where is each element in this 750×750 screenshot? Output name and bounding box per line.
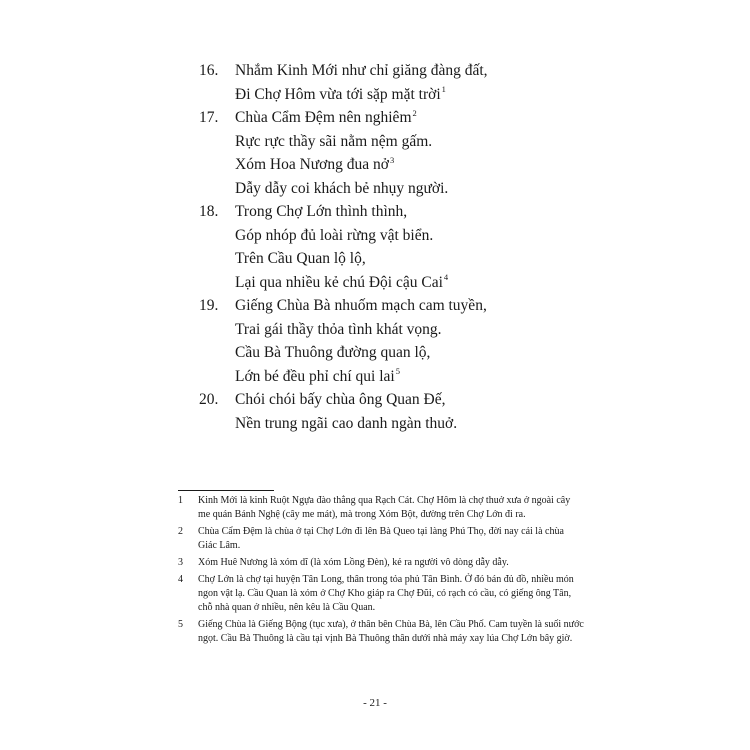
verse-line: Lớn bé đều phỉ chí qui lai$^5$ [235, 366, 400, 385]
stanza-number: 18. [199, 203, 219, 220]
footnote-1 [178, 494, 584, 522]
footnote-number: 3 [178, 557, 183, 568]
footnote-number: 4 [178, 574, 183, 585]
stanza-17 [199, 106, 559, 200]
stanza-number: 17. [199, 109, 219, 126]
footnote-reference: 5 [395, 366, 400, 377]
footnote-5 [178, 618, 584, 646]
footnote-reference: 2 [412, 107, 417, 118]
verse-line: Chói chói bấy chùa ông Quan Đế, [235, 391, 446, 408]
page-number: - 21 - [363, 697, 387, 709]
footnote-reference: 4 [443, 272, 449, 283]
verse-line: Giếng Chùa Bà nhuốm mạch cam tuyền, [235, 297, 487, 314]
stanza-16 [199, 59, 559, 106]
verse-line: Trên Cầu Quan lộ lộ, [235, 250, 366, 267]
footnote-reference: 1 [441, 84, 446, 95]
stanza-number: 19. [199, 297, 219, 314]
verse-line: Chùa Cẩm Đệm nên nghiêm$^2$ [235, 107, 417, 126]
verse-line: Xóm Hoa Nương đua nở$^3$ [235, 154, 395, 173]
verse-line: Nhắm Kinh Mới như chỉ giăng đàng đất, [235, 62, 488, 79]
footnote-4 [178, 573, 584, 615]
verse-line: Góp nhóp đủ loài rừng vật biển. [235, 226, 434, 244]
footnote-number: 2 [178, 526, 183, 537]
footnote-text: Giếng Chùa là Giếng Bộng (tục xưa), ở thân bên Chùa Bà, lên Cầu Phố. Cam tuyền là suối nước ngọt. Cầu Bà Thuông là cầu tại vịnh Bà Thuông thân dưới nhà máy xay lúa Chợ Lớn bây giờ. [198, 619, 584, 644]
footnote-text: Chùa Cẩm Đệm là chùa ở tại Chợ Lớn đi lên Bà Queo tại làng Phú Thọ, đời nay cải là chùa Giác Lâm. [198, 526, 564, 551]
footnote-separator [178, 490, 274, 491]
footnote-text: Xóm Huê Nương là xóm dĩ (là xóm Lồng Đèn), kẻ ra người vô dòng dẫy dẫy. [198, 557, 509, 568]
footnote-number: 5 [178, 619, 183, 630]
stanza-19 [199, 294, 559, 388]
footnote-reference: 3 [389, 154, 395, 165]
footnote-3 [178, 556, 584, 570]
footnote-text: Chợ Lớn là chợ tại huyện Tân Long, thân trong tỏa phủ Tân Bình. Ở đó bán đủ đồ, nhiều món ngon vật lạ. Cầu Quan là xóm ở Chợ Kho giáp ra Chợ Đũi, có rạch có cầu, có giếng ông Tân, chỗ nhà quan ở nhiều, nên kêu là Cầu Quan. [198, 574, 574, 613]
footnote-2 [178, 525, 584, 553]
stanza-18 [199, 200, 559, 294]
poem-body [199, 59, 559, 435]
verse-line: Rực rực thầy sãi nằm nệm gấm. [235, 132, 433, 150]
verse-line: Cầu Bà Thuông đường quan lộ, [235, 344, 431, 361]
stanza-number: 20. [199, 391, 219, 408]
footnotes [178, 494, 584, 649]
footnote-number: 1 [178, 495, 183, 506]
verse-line: Trong Chợ Lớn thình thình, [235, 203, 408, 220]
stanza-20 [199, 388, 559, 435]
verse-line: Dẫy dẫy coi khách bẻ nhụy người. [235, 179, 449, 197]
verse-line: Đi Chợ Hôm vừa tới sặp mặt trời$^1$ [235, 84, 446, 103]
verse-line: Lại qua nhiều kẻ chú Đội cậu Cai$^4$ [235, 272, 449, 291]
verse-line: Nền trung ngãi cao danh ngàn thuở. [235, 414, 458, 432]
verse-line: Trai gái thầy thỏa tình khát vọng. [235, 320, 442, 338]
footnote-text: Kinh Mới là kinh Ruột Ngựa đào thẳng qua Rạch Cát. Chợ Hôm là chợ thuở xưa ở ngoài cây me quán Bánh Nghệ (cây me mát), mà trong Xóm Bột, đường trên Chợ Lớn đi ra. [198, 495, 571, 520]
stanza-number: 16. [199, 62, 219, 79]
